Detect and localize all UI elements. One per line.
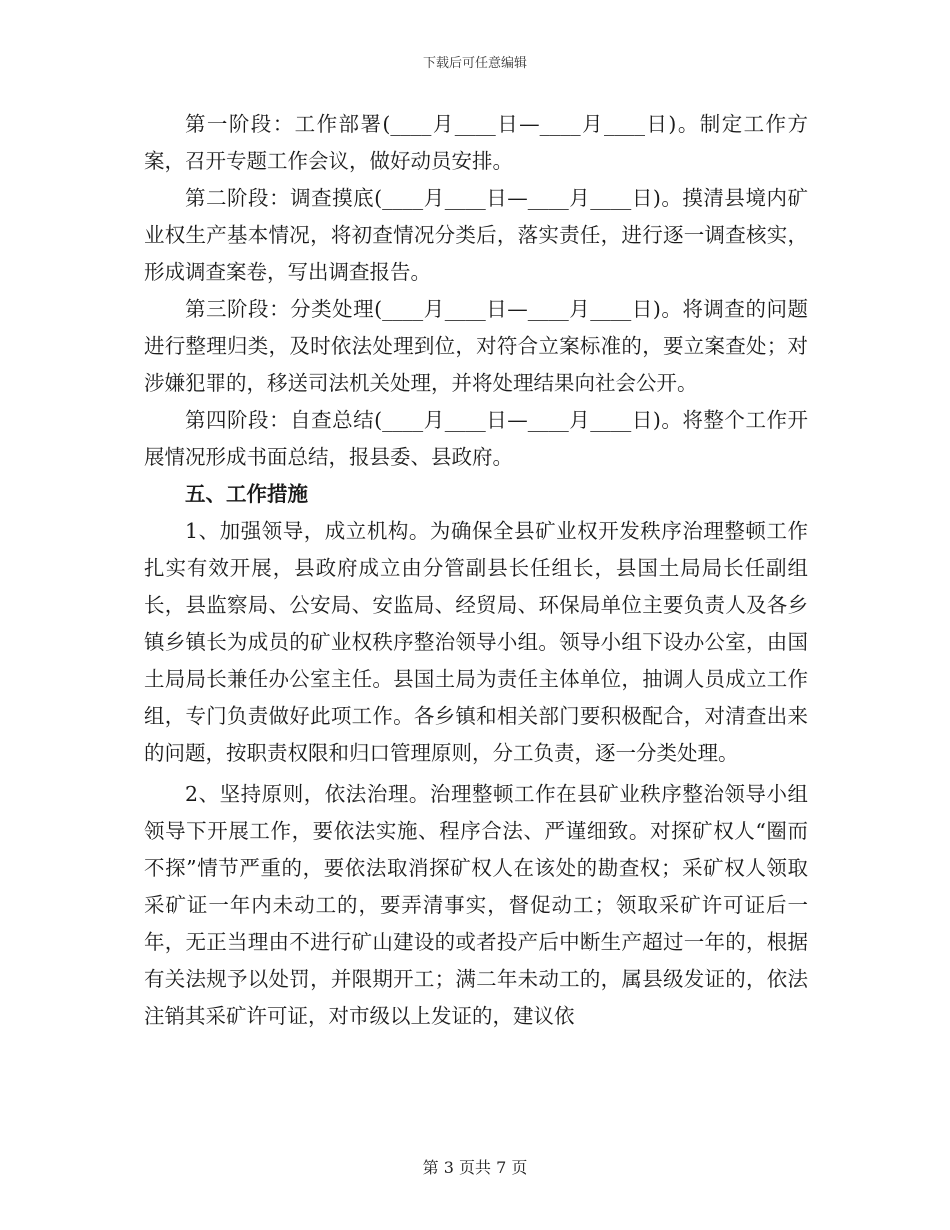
page-footer: 第 3 页共 7 页 [422,1158,528,1177]
document-body [144,106,808,1035]
stage-2-paragraph: 第二阶段：调查摸底(____月____日—____月____日)。摸清县境内矿业权生产基本情况，将初查情况分类后，落实责任，进行逐一调查核实，形成调查案卷，写出调查报告。 [144,186,808,284]
page-header: 下载后可任意编辑 [422,56,527,71]
section-heading: 五、工作措施 [185,482,308,506]
stage-3-paragraph: 第三阶段：分类处理(____月____日—____月____日)。将调查的问题进行整理归类，及时依法处理到位，对符合立案标准的，要立案查处；对涉嫌犯罪的，移送司法机关处理，并将处理结果向社会公开。 [144,297,808,395]
stage-1-paragraph: 第一阶段：工作部署(____月____日—____月____日)。制定工作方案，召开专题工作会议，做好动员安排。 [144,112,808,173]
stage-4-paragraph: 第四阶段：自查总结(____月____日—____月____日)。将整个工作开展情况形成书面总结，报县委、县政府。 [144,408,808,469]
measure-1-paragraph: 1、加强领导，成立机构。为确保全县矿业权开发秩序治理整顿工作扎实有效开展，县政府成立由分管副县长任组长，县国土局局长任副组长，县监察局、公安局、安监局、经贸局、环保局单位主要负责人及各乡镇乡镇长为成员的矿业权秩序整治领导小组。领导小组下设办公室，由国土局局长兼任办公室主任。县国土局为责任主体单位，抽调人员成立工作组，专门负责做好此项工作。各乡镇和相关部门要积极配合，对清查出来的问题，按职责权限和归口管理原则，分工负责，逐一分类处理。 [144,519,808,765]
measure-2-paragraph: 2、坚持原则，依法治理。治理整顿工作在县矿业秩序整治领导小组领导下开展工作，要依法实施、程序合法、严谨细致。对探矿权人“圈而不探”情节严重的，要依法取消探矿权人在该处的勘查权；采矿权人领取采矿证一年内未动工的，要弄清事实，督促动工；领取采矿许可证后一年，无正当理由不进行矿山建设的或者投产后中断生产超过一年的，根据有关法规予以处罚，并限期开工；满二年未动工的，属县级发证的，依法注销其采矿许可证，对市级以上发证的，建议依 [144,782,808,1028]
